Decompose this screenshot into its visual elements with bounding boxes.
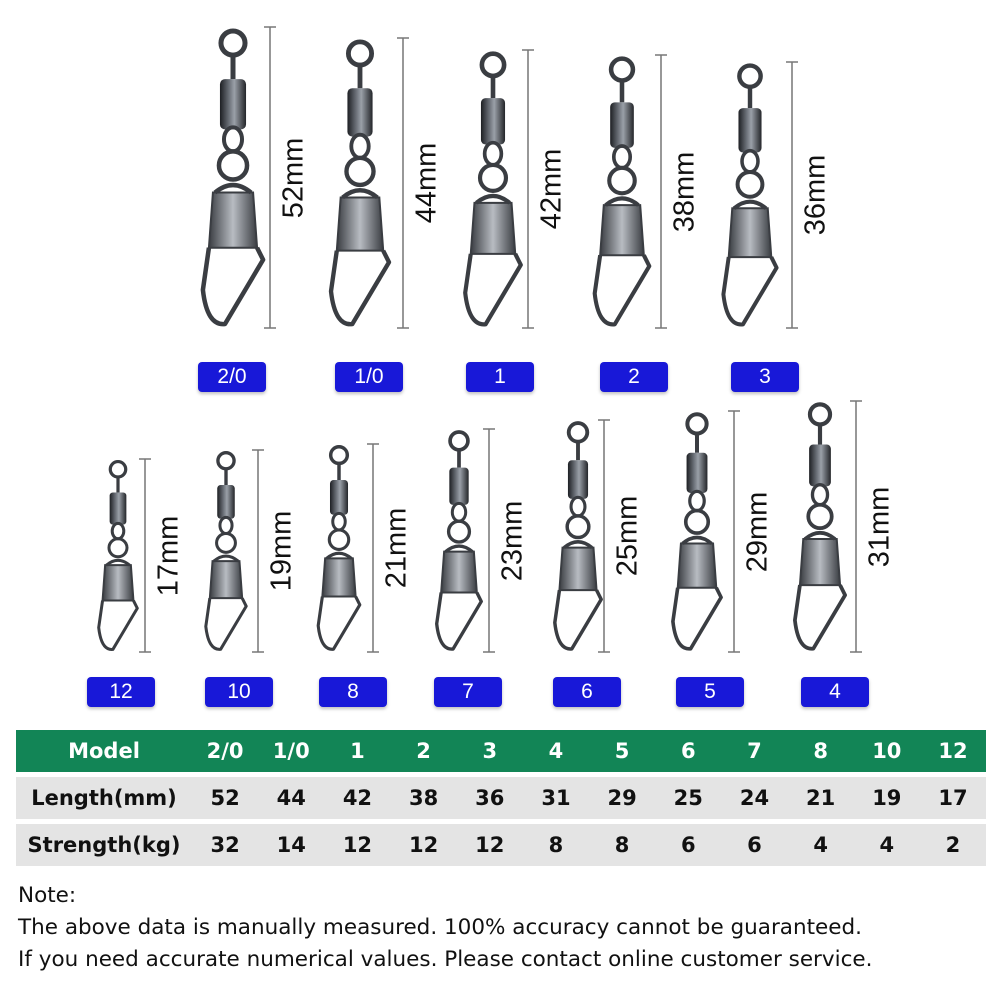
length-cell: 17 xyxy=(938,786,968,810)
model-cell: 4 xyxy=(548,739,564,763)
swivel-snap-image xyxy=(555,423,601,649)
dimension-line xyxy=(252,450,264,652)
table-header-row xyxy=(16,730,986,772)
strength-cell: 4 xyxy=(813,833,828,857)
length-cell: 52 xyxy=(210,786,240,810)
model-badge: 6 xyxy=(553,677,621,707)
strength-cell: 12 xyxy=(408,833,439,857)
length-cell: 44 xyxy=(276,786,306,810)
dimension-line xyxy=(367,444,379,652)
model-cell: 1 xyxy=(350,739,365,763)
note-line-1: The above data is manually measured. 100% accuracy cannot be guaranteed. xyxy=(18,915,862,940)
swivel-snap-image xyxy=(595,59,650,325)
dimension-label: 25mm xyxy=(611,495,644,577)
note-block xyxy=(18,880,872,976)
model-cell: 10 xyxy=(872,739,902,763)
dimension-label: 31mm xyxy=(863,486,896,567)
strength-cell: 2 xyxy=(945,833,961,857)
length-cell: 31 xyxy=(541,786,571,810)
dimension-line xyxy=(522,50,534,328)
model-badge: 8 xyxy=(319,677,387,707)
dimension-label: 23mm xyxy=(496,500,529,581)
dimension-label: 17mm xyxy=(152,515,185,596)
dimension-label: 21mm xyxy=(380,507,413,589)
swivel-snap-image xyxy=(331,42,389,324)
model-cell: 8 xyxy=(813,739,828,763)
model-cell: 12 xyxy=(938,739,968,763)
model-badge: 2/0 xyxy=(198,362,266,392)
dimension-line xyxy=(397,38,409,328)
length-cell: 36 xyxy=(475,786,505,810)
dimension-label: 36mm xyxy=(799,154,832,236)
swivel-snap-image xyxy=(99,462,138,650)
dimension-label: 29mm xyxy=(741,491,774,572)
model-badge: 3 xyxy=(731,362,799,392)
model-cell: 6 xyxy=(680,739,696,763)
model-badge: 12 xyxy=(87,677,155,707)
strength-cell: 12 xyxy=(475,833,505,857)
length-cell: 25 xyxy=(673,786,703,810)
strength-cell: 32 xyxy=(210,833,240,857)
model-cell: 7 xyxy=(747,739,762,763)
length-cell: 21 xyxy=(806,786,836,810)
swivel-snap-image xyxy=(206,453,246,650)
swivel-snap-image xyxy=(318,447,360,650)
length-cell: 42 xyxy=(342,786,373,810)
model-badge: 1 xyxy=(466,362,534,392)
dimension-label: 52mm xyxy=(277,137,310,218)
strength-label: Strength(kg) xyxy=(27,833,181,857)
length-cell: 24 xyxy=(739,786,770,810)
note-title: Note: xyxy=(18,883,77,908)
dimension-line xyxy=(483,429,495,652)
dimension-line xyxy=(598,420,610,652)
length-label: Length(mm) xyxy=(31,786,177,810)
dimension-label: 44mm xyxy=(410,142,443,224)
strength-cell: 4 xyxy=(879,833,895,857)
model-badge: 10 xyxy=(205,677,273,707)
length-row xyxy=(16,777,986,819)
note-line-2: If you need accurate numerical values. Please contact online customer service. xyxy=(18,947,873,972)
model-badge: 4 xyxy=(801,677,869,707)
length-cell: 38 xyxy=(408,786,439,810)
strength-cell: 14 xyxy=(276,833,306,857)
dimension-label: 19mm xyxy=(265,510,298,592)
length-cell: 29 xyxy=(607,786,637,810)
model-badge: 5 xyxy=(676,677,744,707)
swivel-snap-image xyxy=(795,404,845,648)
model-cell: 5 xyxy=(614,739,630,763)
model-badge: 7 xyxy=(434,677,502,707)
model-cell: 2 xyxy=(416,739,431,763)
model-cell: 1/0 xyxy=(272,739,310,763)
swivel-snap-image xyxy=(465,54,521,325)
model-badge: 1/0 xyxy=(335,362,403,392)
strength-cell: 8 xyxy=(548,833,564,857)
model-badge: 2 xyxy=(600,362,668,392)
dimension-line xyxy=(728,411,740,652)
swivel-snap-image xyxy=(437,432,482,649)
dimension-label: 42mm xyxy=(535,148,568,230)
swivel-snap-image xyxy=(723,66,776,325)
dimension-line xyxy=(786,62,798,328)
swivel-snap-image xyxy=(203,31,263,324)
strength-cell: 6 xyxy=(747,833,762,857)
header-label: Model xyxy=(68,739,140,763)
model-cell: 3 xyxy=(482,739,498,763)
dimension-label: 38mm xyxy=(668,151,701,232)
strength-cell: 12 xyxy=(342,833,373,857)
dimension-line xyxy=(655,55,667,328)
strength-cell: 8 xyxy=(614,833,630,857)
model-cell: 2/0 xyxy=(206,739,244,763)
spec-table xyxy=(16,730,986,871)
dimension-line xyxy=(264,27,276,328)
dimension-line xyxy=(850,401,862,652)
length-cell: 19 xyxy=(872,786,902,810)
dimension-line xyxy=(139,459,151,652)
swivel-snap-image xyxy=(673,414,721,649)
strength-cell: 6 xyxy=(680,833,696,857)
strength-row xyxy=(16,824,986,866)
